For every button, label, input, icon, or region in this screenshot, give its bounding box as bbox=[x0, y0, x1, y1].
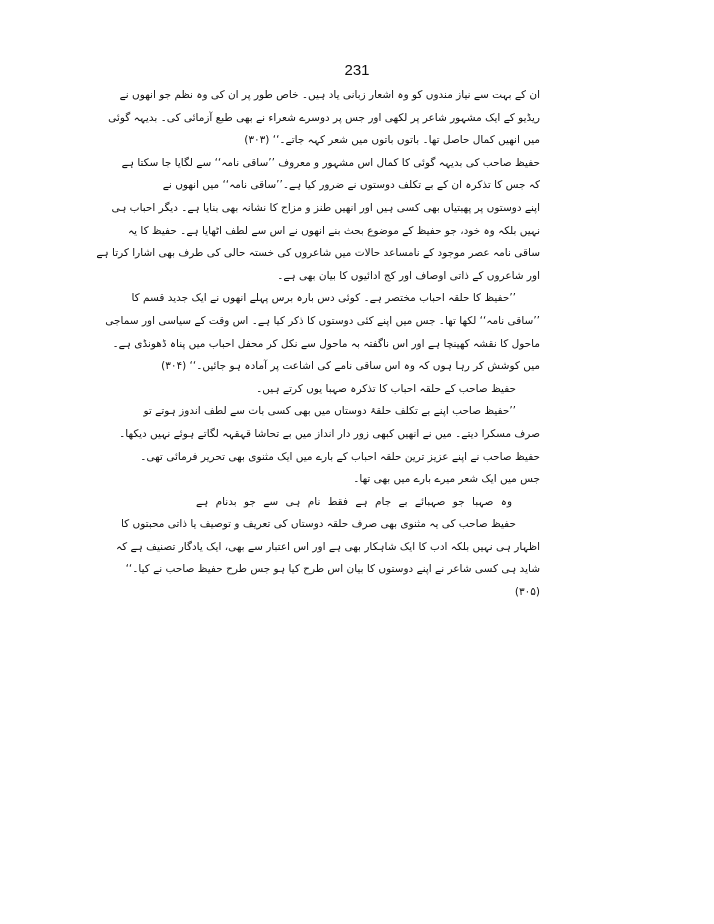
text-line: ان کے بہت سے نیاز مندوں کو وہ اشعار زبانی یاد ہیں۔ خاص طور پر ان کی وہ نظم جو انھوں نے bbox=[119, 89, 540, 101]
quote-line: حفیظ صاحب کی یہ مثنوی بھی صرف حلقہ دوستاں کی تعریف و توصیف یا ذاتی محبتوں کا bbox=[120, 518, 516, 531]
quote-line: ’’حفیظ کا حلقہ احباب مختصر ہے۔ کوئی دس بارہ برس پہلے انھوں نے ایک جدید قسم کا bbox=[131, 292, 516, 305]
text-line: اور شاعروں کے ذاتی اوصاف اور کج ادائیوں کا بیان بھی ہے۔ bbox=[277, 269, 540, 282]
quote-line: ’’ساقی نامہ‘‘ لکھا تھا۔ جس میں اپنے کئی دوستوں کا ذکر کیا ہے۔ اس وقت کے سیاسی اور سماجی bbox=[105, 314, 540, 327]
text-line: نہیں بلکہ وہ خود، جو حفیظ کے موضوع بحث بنے انھوں نے اس سے لطف اٹھایا ہے۔ حفیظ کا یہ bbox=[127, 224, 540, 237]
quote-line: جس میں ایک شعر میرے بارے میں بھی تھا۔ bbox=[353, 473, 540, 486]
quote-line: حفیظ صاحب نے اپنے عزیز ترین حلقہ احباب کے بارے میں ایک مثنوی بھی تحریر فرمائی تھی۔ bbox=[140, 450, 540, 463]
quote-line: صرف مسکرا دیتے۔ میں نے انھیں کبھی زور دار انداز میں بے تحاشا قہقہہ لگاتے ہوئے نہیں دیکھا۔ bbox=[119, 427, 540, 440]
quote-line: ماحول کا نقشہ کھینچا ہے اور اس ناگفتہ بہ ماحول سے نکل کر محفل احباب میں پناہ ڈھونڈی ہے۔ bbox=[112, 337, 540, 350]
quote-line: اظہار ہی نہیں بلکہ ادب کا ایک شاہکار بھی ہے اور اس اعتبار سے بھی، ایک یادگار تصنیف ہے کہ bbox=[116, 540, 540, 553]
quote-line: شاید ہی کسی شاعر نے اپنے دوستوں کا بیان اس طرح کیا ہو جس طرح حفیظ صاحب نے کیا۔‘‘ bbox=[125, 563, 540, 576]
verse-line: وہ صہبا جو صہبائے بے جام ہے فقط نام ہی سے جو بدنام ہے bbox=[195, 495, 513, 508]
text-line: ریڈیو کے ایک مشہور شاعر پر لکھی اور جس پر دوسرے شعراء نے بھی طبع آزمائی کی۔ بدیہہ گوئی bbox=[108, 111, 540, 124]
quote-line: میں کوشش کر رہا ہوں کہ وہ اس ساقی نامے کی اشاعت پر آمادہ ہو جائیں۔‘‘ (۳۰۴) bbox=[161, 360, 540, 373]
text-line: کہ جس کا تذکرہ ان کے بے تکلف دوستوں نے ضرور کیا ہے۔’’ساقی نامہ‘‘ میں انھوں نے bbox=[162, 179, 540, 192]
page-number: 231 bbox=[344, 62, 370, 79]
quote-line: ’’حفیظ صاحب اپنے بے تکلف حلقۂ دوستاں میں بھی کسی بات سے لطف اندوز ہوتے تو bbox=[143, 405, 516, 418]
body-text bbox=[96, 84, 540, 604]
reference-number: (۳۰۵) bbox=[514, 586, 540, 599]
text-line: میں انھیں کمال حاصل تھا۔ باتوں باتوں میں شعر کہہ جاتے۔‘‘ (۳۰۳) bbox=[244, 134, 540, 147]
text-line: ساقی نامہ عصر موجود کے نامساعد حالات میں شاعروں کی خستہ حالی کی طرف بھی اشارا کرتا ہے bbox=[96, 247, 540, 260]
text-line: حفیظ صاحب کے حلقہ احباب کا تذکرہ صہبا یوں کرتے ہیں۔ bbox=[256, 382, 516, 395]
text-line: حفیظ صاحب کی بدیہہ گوئی کا کمال اس مشہور و معروف ’’ساقی نامہ‘‘ سے لگایا جا سکتا ہے bbox=[121, 156, 540, 169]
text-line: اپنے دوستوں پر پھبتیاں بھی کسی ہیں اور انھیں طنز و مزاح کا نشانہ بھی بنایا ہے۔ دیگر احباب ہی bbox=[111, 201, 540, 214]
